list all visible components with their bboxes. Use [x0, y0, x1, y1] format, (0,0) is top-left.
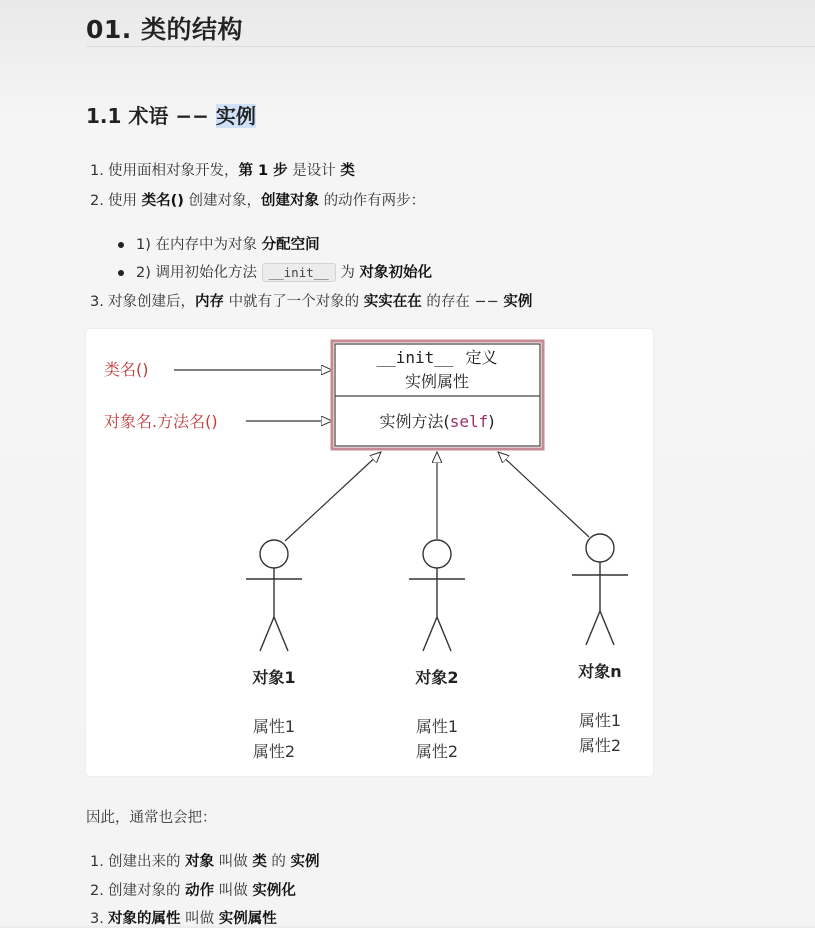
method-close: )	[488, 412, 495, 431]
text-segment: 叫做	[214, 854, 253, 870]
list-number: 3.	[90, 911, 104, 927]
title-divider	[86, 46, 815, 47]
step-1	[90, 159, 355, 180]
text-segment: 使用面相对象开发，	[108, 163, 239, 179]
method-text: 实例方法(	[379, 412, 450, 431]
class-box-init-line	[376, 348, 497, 367]
bullet-dot	[118, 242, 124, 248]
bold-term: 创建对象	[260, 193, 319, 209]
text-segment: 的动作有两步：	[318, 193, 426, 209]
bold-term: 实例	[290, 854, 320, 870]
bullet-dot	[118, 270, 124, 276]
bold-term: 对象的属性	[108, 911, 181, 927]
step-3	[90, 290, 532, 311]
object-n-attr-2: 属性2	[578, 736, 622, 755]
text-segment: 叫做	[214, 883, 253, 899]
text-segment: 是设计	[287, 163, 341, 179]
sub-step-1	[118, 233, 320, 254]
section-heading-prefix: 1.1 术语 −−	[86, 104, 216, 128]
section-heading	[86, 100, 256, 129]
inline-code: __init__	[262, 263, 336, 282]
step-2	[90, 189, 425, 210]
arrow-object-n	[498, 452, 589, 537]
class-box-attrs: 实例属性	[404, 372, 470, 391]
init-define-text: 定义	[465, 348, 498, 367]
text-segment: 创建对象，	[183, 193, 261, 209]
init-code: __init__	[376, 348, 454, 367]
text-segment: 创建对象的	[108, 883, 186, 899]
text-segment: 1) 在内存中为对象	[136, 237, 262, 253]
class-box-method	[379, 412, 494, 431]
diagram-svg	[86, 329, 653, 776]
label-method-call: 对象名.方法名()	[104, 412, 218, 431]
conclusion-3	[90, 907, 277, 928]
text-segment: 对象创建后，	[108, 294, 195, 310]
object-2-attr-1: 属性1	[415, 717, 459, 736]
label-class-name: 类名()	[104, 360, 149, 379]
sub-step-2	[118, 261, 432, 282]
bold-term: 实实在在	[363, 294, 422, 310]
bold-term: 对象	[185, 854, 215, 870]
bold-term: 类名()	[141, 193, 184, 209]
bold-term: 动作	[185, 883, 215, 899]
list-number: 1.	[90, 163, 104, 179]
text-segment: 中就有了一个对象的	[224, 294, 364, 310]
object-1-name: 对象1	[252, 668, 296, 687]
object-1-attr-1: 属性1	[252, 717, 296, 736]
text-segment: 的存在 −−	[421, 294, 504, 310]
stick-figure-object-n	[572, 534, 628, 645]
stick-figure-object-2	[409, 540, 465, 651]
text-segment: 的	[266, 854, 291, 870]
bold-term: 内存	[195, 294, 224, 310]
list-number: 2.	[90, 193, 104, 209]
bold-term: 类	[340, 163, 355, 179]
bold-term: 第 1 步	[238, 163, 288, 179]
conclusion-1	[90, 850, 320, 871]
bold-term: 实例	[503, 294, 533, 310]
object-n-attr-1: 属性1	[578, 711, 622, 730]
text-segment: 使用	[108, 193, 142, 209]
object-n-name: 对象n	[578, 662, 622, 681]
bold-term: 实例化	[252, 883, 296, 899]
text-segment: 叫做	[180, 911, 219, 927]
text-segment: 为	[335, 265, 360, 281]
bold-term: 类	[252, 854, 267, 870]
list-number: 2.	[90, 883, 104, 899]
bold-term: 分配空间	[261, 237, 320, 253]
class-instance-diagram	[86, 329, 653, 776]
bold-term: 实例属性	[218, 911, 277, 927]
list-number: 1.	[90, 854, 104, 870]
object-2-attr-2: 属性2	[415, 742, 459, 761]
conclusion-2	[90, 879, 296, 900]
arrow-object-1	[285, 452, 381, 541]
therefore-text: 因此，通常也会把：	[86, 810, 217, 826]
method-self: self	[449, 412, 489, 431]
section-heading-highlight: 实例	[215, 104, 256, 128]
text-segment: 2) 调用初始化方法	[136, 265, 262, 281]
list-number: 3.	[90, 294, 104, 310]
stick-figure-object-1	[246, 540, 302, 651]
object-1-attr-2: 属性2	[252, 742, 296, 761]
bold-term: 对象初始化	[359, 265, 433, 281]
object-2-name: 对象2	[415, 668, 459, 687]
text-segment: 创建出来的	[108, 854, 186, 870]
page-title: 01. 类的结构	[86, 15, 243, 44]
